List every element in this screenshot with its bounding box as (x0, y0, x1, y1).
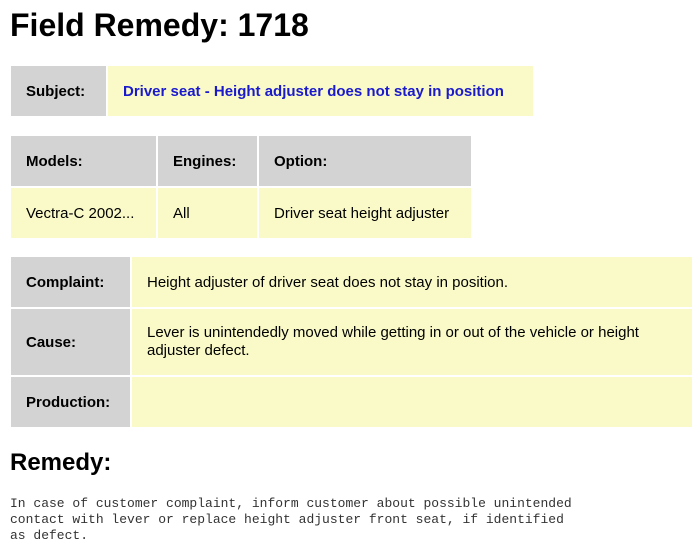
complaint-value: Height adjuster of driver seat does not stay in position. (132, 257, 692, 307)
remedy-text: In case of customer complaint, inform customer about possible unintended contact with lever or replace height adjuster front seat, if identified as defect. (10, 496, 572, 543)
subject-table (9, 64, 535, 118)
option-value: Driver seat height adjuster (259, 188, 471, 238)
page-title: Field Remedy: 1718 (10, 7, 309, 43)
engines-value: All (158, 188, 257, 238)
details-table (9, 255, 694, 429)
remedy-heading: Remedy: (10, 449, 112, 476)
subject-value: Driver seat - Height adjuster does not stay in position (108, 66, 533, 116)
subject-label: Subject: (11, 66, 106, 116)
cause-value: Lever is unintendedly moved while getting in or out of the vehicle or height adjuster defect. (132, 309, 692, 375)
engines-header: Engines: (158, 136, 257, 186)
production-label: Production: (11, 377, 130, 427)
applicability-table (9, 134, 473, 240)
models-value: Vectra-C 2002... (11, 188, 156, 238)
option-header: Option: (259, 136, 471, 186)
production-value (132, 377, 692, 427)
cause-label: Cause: (11, 309, 130, 375)
models-header: Models: (11, 136, 156, 186)
complaint-label: Complaint: (11, 257, 130, 307)
